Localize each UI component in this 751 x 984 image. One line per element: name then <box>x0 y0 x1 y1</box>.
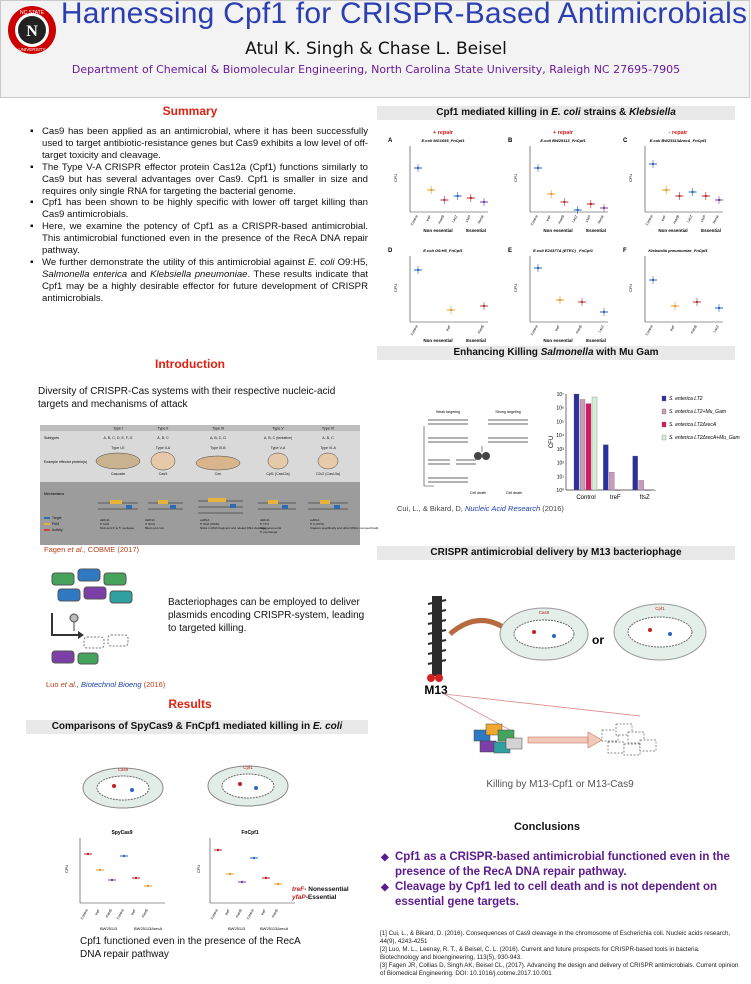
group-essential: Essential <box>701 228 721 233</box>
strain-panel <box>508 248 608 343</box>
summary-bullet: ▪ We further demonstrate the utility of this antimicrobial against E. coli O9:H5, Salmonella enterica and Klebsiella pneumoniae. These results indicate that Cpf1 may be a highly desirable effector for future development of CRISPR antimicrobials. <box>30 257 368 305</box>
poster-header <box>0 0 750 98</box>
cas9-cpf1-cells <box>80 760 380 820</box>
panel-xlabel: hemA <box>596 214 605 225</box>
panel-title: E.coli O9:H5_FnCpf1 <box>423 248 463 253</box>
gene-legend: treF- Nonessential yfaP-Essential <box>292 886 349 901</box>
subtype-label: A, B, C <box>157 436 169 440</box>
mechanism-note: Staggered ends <box>260 526 282 530</box>
svg-text:Cas9: Cas9 <box>538 610 550 615</box>
panel-xlabel: Control <box>529 214 539 227</box>
dotplot-xlabel: treF <box>260 908 267 916</box>
mechanism-note: Blunt end cuts <box>145 526 165 530</box>
dotplot-point <box>99 869 101 871</box>
panel-ylabel: CFU <box>628 283 633 292</box>
dotplot-point <box>229 873 231 875</box>
panel-title: E.coli E24377A (ETEC) _FnCpf1 <box>533 248 593 253</box>
panel-point <box>550 193 552 195</box>
mechanism-note: dsDNA <box>260 518 270 522</box>
group-nonessential: Non essential <box>423 228 453 233</box>
dotplot-point <box>147 885 149 887</box>
panel-xlabel: LacZ <box>451 214 459 224</box>
chart-bar <box>615 490 620 491</box>
panel-letter: E <box>508 248 513 254</box>
mu-gam-bar-chart <box>548 388 748 510</box>
panel-xlabel: manB <box>689 324 698 335</box>
dotplot-point <box>217 849 219 851</box>
strain-panel <box>388 130 488 233</box>
panel-point <box>652 279 654 281</box>
chart-ytick: 10³ <box>556 446 564 453</box>
strain-panel <box>508 130 608 233</box>
panel-ylabel: CFU <box>628 173 633 182</box>
panel-point <box>691 191 693 193</box>
panel-xlabel: manB <box>437 214 446 225</box>
panel-title: E.coli MG1655_FnCpf1 <box>421 138 465 143</box>
m13-delivery-figure <box>410 594 730 804</box>
logo-top-text: NC STATE <box>20 10 44 16</box>
panel-point <box>718 307 720 309</box>
legend-entry: S. enterica LT2+Mu_Gam <box>669 409 727 415</box>
svg-text:Cpf1: Cpf1 <box>655 606 665 611</box>
panel-point <box>537 167 539 169</box>
panel-xlabel: manB <box>476 324 485 335</box>
panel-xlabel: hemA <box>476 214 485 225</box>
panel-point <box>470 197 472 199</box>
group-essential: Essential <box>466 228 486 233</box>
dotplot-point <box>277 883 279 885</box>
panel-repair-tag: + repair <box>432 130 454 136</box>
summary-bullet: ▪ Cas9 has been applied as an antimicrobial, where it has been successfully used to target antibiotic-resistance genes but Cas9 exhibits a low level of off-target toxicity and cleavage. <box>30 126 368 162</box>
panel-xlabel: hemA <box>711 214 720 225</box>
panel-point <box>483 201 485 203</box>
mechanism-note: Nicks in RNA fragment and related DNA cleavage <box>200 526 266 530</box>
panel-xlabel: yfaP <box>584 214 592 223</box>
summary-bullet: ▪ Cpf1 has been shown to be highly specific with lower off target killing than Cas9 antimicrobials. <box>30 197 368 221</box>
panel-xlabel: treF <box>669 324 676 332</box>
subtype-label: A, B, C <box>322 436 334 440</box>
legend-swatch <box>662 396 666 401</box>
comparison-heading: Comparisons of SpyCas9 & FnCpf1 mediated killing in E. coli <box>26 720 368 734</box>
dotplot-xlabel: Control <box>115 908 125 921</box>
mechanism-note: 5' AAG <box>100 522 110 526</box>
killing-caption: Killing by M13-Cpf1 or M13-Cas9 <box>486 779 634 790</box>
svg-text:BW25113: BW25113 <box>100 926 118 931</box>
subtype-label: A, B, C, D, E, F, G <box>103 436 133 440</box>
panel-point <box>696 301 698 303</box>
legend-swatch <box>662 409 666 414</box>
protein-label: Cas9 <box>158 472 168 476</box>
dotplot-xlabel: treF <box>224 908 231 916</box>
chart-xtick: treF <box>609 495 621 501</box>
dotplot-xlabel: Control <box>79 908 89 921</box>
dotplot-xlabel: treF <box>94 908 101 916</box>
cpf1-strains-heading: Cpf1 mediated killing in E. coli strains & Klebsiella <box>377 106 735 120</box>
legend-swatch <box>662 435 666 440</box>
chart-bar <box>609 472 614 490</box>
chart-bar <box>574 394 579 490</box>
panel-xlabel: treF <box>545 214 553 222</box>
svg-text:BW25113ΔrecA: BW25113ΔrecA <box>260 926 289 931</box>
subtype-label: A, B, C, D <box>210 436 226 440</box>
panel-title: Klebsiella pneumoniae_FnCpf1 <box>648 248 708 253</box>
legend-entry: S. enterica LT2ΔrecA+Mu_Gam <box>669 435 740 441</box>
dotplot-point <box>123 855 125 857</box>
svg-text:Activity: Activity <box>52 528 63 532</box>
chart-ytick: 10⁵ <box>556 419 564 426</box>
group-nonessential: Non essential <box>543 228 573 233</box>
panel-point <box>678 195 680 197</box>
chart-ytick: 10⁰ <box>556 488 564 494</box>
dotplot-xlabel: treF <box>130 908 137 916</box>
group-nonessential: Non essential <box>543 338 573 343</box>
svg-text:N: N <box>26 23 38 40</box>
panel-letter: D <box>388 248 393 254</box>
introduction-heading: Introduction <box>155 357 225 371</box>
svg-text:or: or <box>592 633 604 647</box>
panel-xlabel: LacZ <box>571 214 579 224</box>
dotplot-xlabel: manB <box>140 908 149 919</box>
results-caption: Cpf1 functioned even in the presence of the RecA DNA repair pathway <box>80 936 301 960</box>
panel-xlabel: Control <box>644 324 654 337</box>
panel-point <box>665 189 667 191</box>
protein-label: Cascade <box>110 472 126 476</box>
panel-point <box>674 305 676 307</box>
summary-bullet: ▪ The Type V-A CRISPR effector protein Cas12a (Cpf1) functions similarly to Cas9 but has several advantages over Cas9. Cpf1 is smaller in size and requires only single RNA for targeting the bacterial genome. <box>30 162 368 198</box>
references <box>380 930 740 978</box>
mechanism-note: Nick and 3' to 5' nuclease <box>100 526 134 530</box>
panel-point <box>559 299 561 301</box>
dotplot-point <box>87 853 89 855</box>
dotplot-xlabel: Control <box>245 908 255 921</box>
dotplot-xlabel: manB <box>234 908 243 919</box>
type-header: Type VI <box>321 426 335 431</box>
dotplot-point <box>111 879 113 881</box>
summary-bullet: ▪ Here, we examine the potency of Cpf1 as a CRISPR-based antimicrobial. This antimicrobial functioned even in the presence of the RecA DNA repair pathway. <box>30 221 368 257</box>
panel-ylabel: CFU <box>513 173 518 182</box>
svg-text:Example effector protein(s): Example effector protein(s) <box>44 460 88 464</box>
panel-point <box>456 195 458 197</box>
panel-xlabel: Control <box>644 214 654 227</box>
panel-repair-tag: - repair <box>668 130 688 136</box>
conclusion-item: ◆ Cpf1 as a CRISPR-based antimicrobial functioned even in the presence of the RecA DNA repair pathway. <box>381 850 737 880</box>
svg-text:Cell death: Cell death <box>469 491 487 495</box>
panel-xlabel: manB <box>574 324 583 335</box>
phage-delivery-text: Bacteriophages can be employed to deliver plasmids encoding CRISPR-system, leading to targeted killing. <box>168 597 365 634</box>
panel-letter: F <box>623 248 627 254</box>
panel-letter: C <box>623 138 628 144</box>
mechanism-note: dsDNA <box>145 518 155 522</box>
subtype-label: A, B, C (tentative) <box>263 436 293 440</box>
effector-label: Type II-A <box>155 446 171 450</box>
protein-label: Cpf1 (Cas12a) <box>266 472 290 476</box>
mechanism-note: ssRNA <box>310 518 320 522</box>
svg-text:Weak targeting: Weak targeting <box>435 410 461 414</box>
panel-xlabel: treF <box>425 214 433 222</box>
svg-text:CFU: CFU <box>196 864 201 873</box>
panel-xlabel: yfaP <box>699 214 707 223</box>
panel-point <box>417 167 419 169</box>
type-header: Type II <box>157 426 169 431</box>
reference-item: [3] Fagen JR, Collias D, Singh AK, Beisel CL, (2017). Advancing the design and delivery of CRISPR antimicrobials. Current opinion of Biomedical Engineering. DOI: 10.1016/j.cobme.2017.10.001 <box>380 962 739 977</box>
targeting-schematic <box>420 408 538 502</box>
svg-text:Cas9: Cas9 <box>117 767 129 772</box>
group-nonessential: Non essential <box>423 338 453 343</box>
m13-heading: CRISPR antimicrobial delivery by M13 bacteriophage <box>377 546 735 560</box>
protein-label: C2c2 (Cas13a) <box>315 472 341 476</box>
logo-bottom-text: UNIVERSITY <box>18 47 46 52</box>
panel-letter: A <box>388 138 393 144</box>
chart-ytick: 10⁶ <box>556 405 564 412</box>
chart-bar <box>639 480 644 490</box>
reference-item: [2] Luo, M. L., Leenay, R. T., & Beisel, C. L. (2016). Current and future prospects for CRISPR-based tools in bacteria. Biotechnology and bioengineering, 113(5), 930-943. <box>380 946 700 961</box>
panel-xlabel: manB <box>672 214 681 225</box>
svg-text:Cpf1: Cpf1 <box>243 765 253 770</box>
svg-text:SpyCas9: SpyCas9 <box>111 830 133 836</box>
panel-xlabel: treF <box>660 214 668 222</box>
chart-bar <box>580 399 585 490</box>
panel-xlabel: manB <box>557 214 566 225</box>
panel-xlabel: Control <box>529 324 539 337</box>
panel-point <box>450 309 452 311</box>
panel-xlabel: yfaP <box>464 214 472 223</box>
legend-entry: S. enterica LT2 <box>669 396 703 402</box>
panel-repair-tag: + repair <box>552 130 574 136</box>
panel-ylabel: CFU <box>393 173 398 182</box>
group-nonessential: Non essential <box>658 228 688 233</box>
conclusions-list <box>381 850 737 910</box>
citation-luo: Luo et al., Biotechnol Bioeng (2016) <box>46 680 166 689</box>
panel-point <box>537 267 539 269</box>
chart-xtick: ftsZ <box>639 495 650 501</box>
panel-point <box>417 269 419 271</box>
mechanism-note: 5' overhangs <box>260 530 278 534</box>
type-header: Type III <box>212 426 224 431</box>
mechanism-note: ssRNA <box>200 518 210 522</box>
poster-department: Department of Chemical & Biomolecular Engineering, North Carolina State University, Raleigh NC 27695-7905 <box>71 63 681 76</box>
effector-label: Type V-A <box>270 446 286 450</box>
dotplot-xlabel: manB <box>104 908 113 919</box>
strain-panel <box>623 248 723 336</box>
chart-bar <box>633 456 638 490</box>
salmonella-heading: Enhancing Killing Salmonella with Mu Gam <box>377 346 735 360</box>
reference-item: [1] Cui, L., & Bikard, D. (2016). Consequences of Cas9 cleavage in the chromosome of Escherichia coli. Nucleic acids research, 44(9), 4243-4251 <box>380 930 731 945</box>
panel-xlabel: Control <box>409 214 419 227</box>
panel-xlabel: treF <box>445 324 452 332</box>
mechanism-note: 5' NNA (rPAM) <box>200 522 220 526</box>
conclusion-item: ◆ Cleavage by Cpf1 led to cell death and is not dependent on essential gene targets. <box>381 880 737 910</box>
panel-point <box>430 189 432 191</box>
panel-letter: B <box>508 138 513 144</box>
crispr-types-figure <box>40 425 379 545</box>
poster-authors: Atul K. Singh & Chase L. Beisel <box>245 39 507 59</box>
dotplot-point <box>253 857 255 859</box>
introduction-text: Diversity of CRISPR-Cas systems with their respective nucleic-acid targets and mechanisms of attack <box>38 386 336 410</box>
mechanism-note: Cleaves specifically and other RNAs nonspecifically <box>310 526 379 530</box>
chart-xtick: Control <box>576 495 596 501</box>
panel-xlabel: LacZ <box>597 324 605 334</box>
panel-point <box>576 209 578 211</box>
citation-cui: Cui, L., & Bikard, D, Nucleic Acid Research (2016) <box>397 504 564 513</box>
chart-ytick: 10² <box>556 460 564 467</box>
chart-ytick: 10¹ <box>556 474 564 481</box>
chart-bar <box>592 397 597 490</box>
dotplot-point <box>135 877 137 879</box>
results-heading: Results <box>168 697 212 711</box>
svg-text:Cell death: Cell death <box>505 491 523 495</box>
panel-xlabel: Control <box>409 324 419 337</box>
svg-text:Subtypes: Subtypes <box>44 436 59 440</box>
svg-text:CFU: CFU <box>64 864 69 873</box>
mechanism-note: 5' TTN <box>260 522 269 526</box>
chart-bar <box>586 404 591 490</box>
panel-xlabel: treF <box>554 324 561 332</box>
dotplot-point <box>241 881 243 883</box>
svg-text:FnCpf1: FnCpf1 <box>241 830 259 836</box>
conclusions-heading: Conclusions <box>513 821 580 833</box>
chart-bar <box>651 490 656 491</box>
chart-bar <box>621 490 626 491</box>
summary-bullets <box>30 126 368 305</box>
group-essential: Essential <box>586 228 606 233</box>
panel-point <box>652 163 654 165</box>
panel-point <box>581 301 583 303</box>
panel-title: E.coli BW25113ΔrecA_FnCpf1 <box>649 138 707 143</box>
protein-label: Cmr <box>214 472 222 476</box>
effector-label: Type VI-A <box>320 446 336 450</box>
dotplot-point <box>265 877 267 879</box>
mechanism-note: 3' NGG <box>145 522 155 526</box>
panel-title: E.coli BW25113_FnCpf1 <box>540 138 586 143</box>
svg-text:BW25113ΔrecA: BW25113ΔrecA <box>134 926 163 931</box>
cpf1-strain-panels <box>378 122 736 344</box>
poster-title: Harnessing Cpf1 for CRISPR-Based Antimicrobials <box>60 0 748 30</box>
panel-ylabel: CFU <box>393 283 398 292</box>
mechanism-note: 5' G (PFS) <box>310 522 325 526</box>
svg-text:PAM: PAM <box>52 522 60 526</box>
panel-point <box>563 201 565 203</box>
effector-label: Type III-B <box>210 446 226 450</box>
phage-delivery-figure <box>42 565 152 675</box>
panel-point <box>718 199 720 201</box>
summary-heading: Summary <box>162 104 218 118</box>
panel-point <box>705 195 707 197</box>
type-header: Type I <box>113 426 123 431</box>
chart-ylabel: CFU <box>549 435 555 449</box>
strain-panel <box>388 248 488 343</box>
panel-point <box>590 203 592 205</box>
panel-point <box>603 207 605 209</box>
svg-text:BW25113: BW25113 <box>228 926 246 931</box>
citation-fagen: Fagen et al., COBME (2017) <box>44 545 140 554</box>
panel-xlabel: LacZ <box>686 214 694 224</box>
strain-panel <box>623 130 723 233</box>
effector-label: Type I-E <box>111 446 125 450</box>
panel-point <box>483 305 485 307</box>
panel-ylabel: CFU <box>513 283 518 292</box>
dotplot-xlabel: manB <box>270 908 279 919</box>
group-essential: Essential <box>586 338 606 343</box>
m13-label: M13 <box>424 683 448 697</box>
panel-xlabel: LacZ <box>712 324 720 334</box>
panel-point <box>443 199 445 201</box>
mechanism-note: dsDNA <box>100 518 110 522</box>
chart-ytick: 10⁷ <box>556 392 564 398</box>
dotplot-xlabel: Control <box>209 908 219 921</box>
chart-bar <box>645 490 650 491</box>
svg-text:Mechanisms: Mechanisms <box>44 492 65 496</box>
svg-text:Strong targeting: Strong targeting <box>495 410 521 414</box>
group-essential: Essential <box>466 338 486 343</box>
legend-entry: S. enterica LT2ΔrecA <box>669 422 717 428</box>
chart-ytick: 10⁴ <box>556 433 564 440</box>
chart-bar <box>603 445 608 490</box>
svg-text:Target: Target <box>52 516 62 520</box>
legend-swatch <box>662 422 666 427</box>
type-header: Type V <box>272 426 284 431</box>
panel-point <box>603 311 605 313</box>
cas9-cpf1-dotplots <box>60 828 360 938</box>
